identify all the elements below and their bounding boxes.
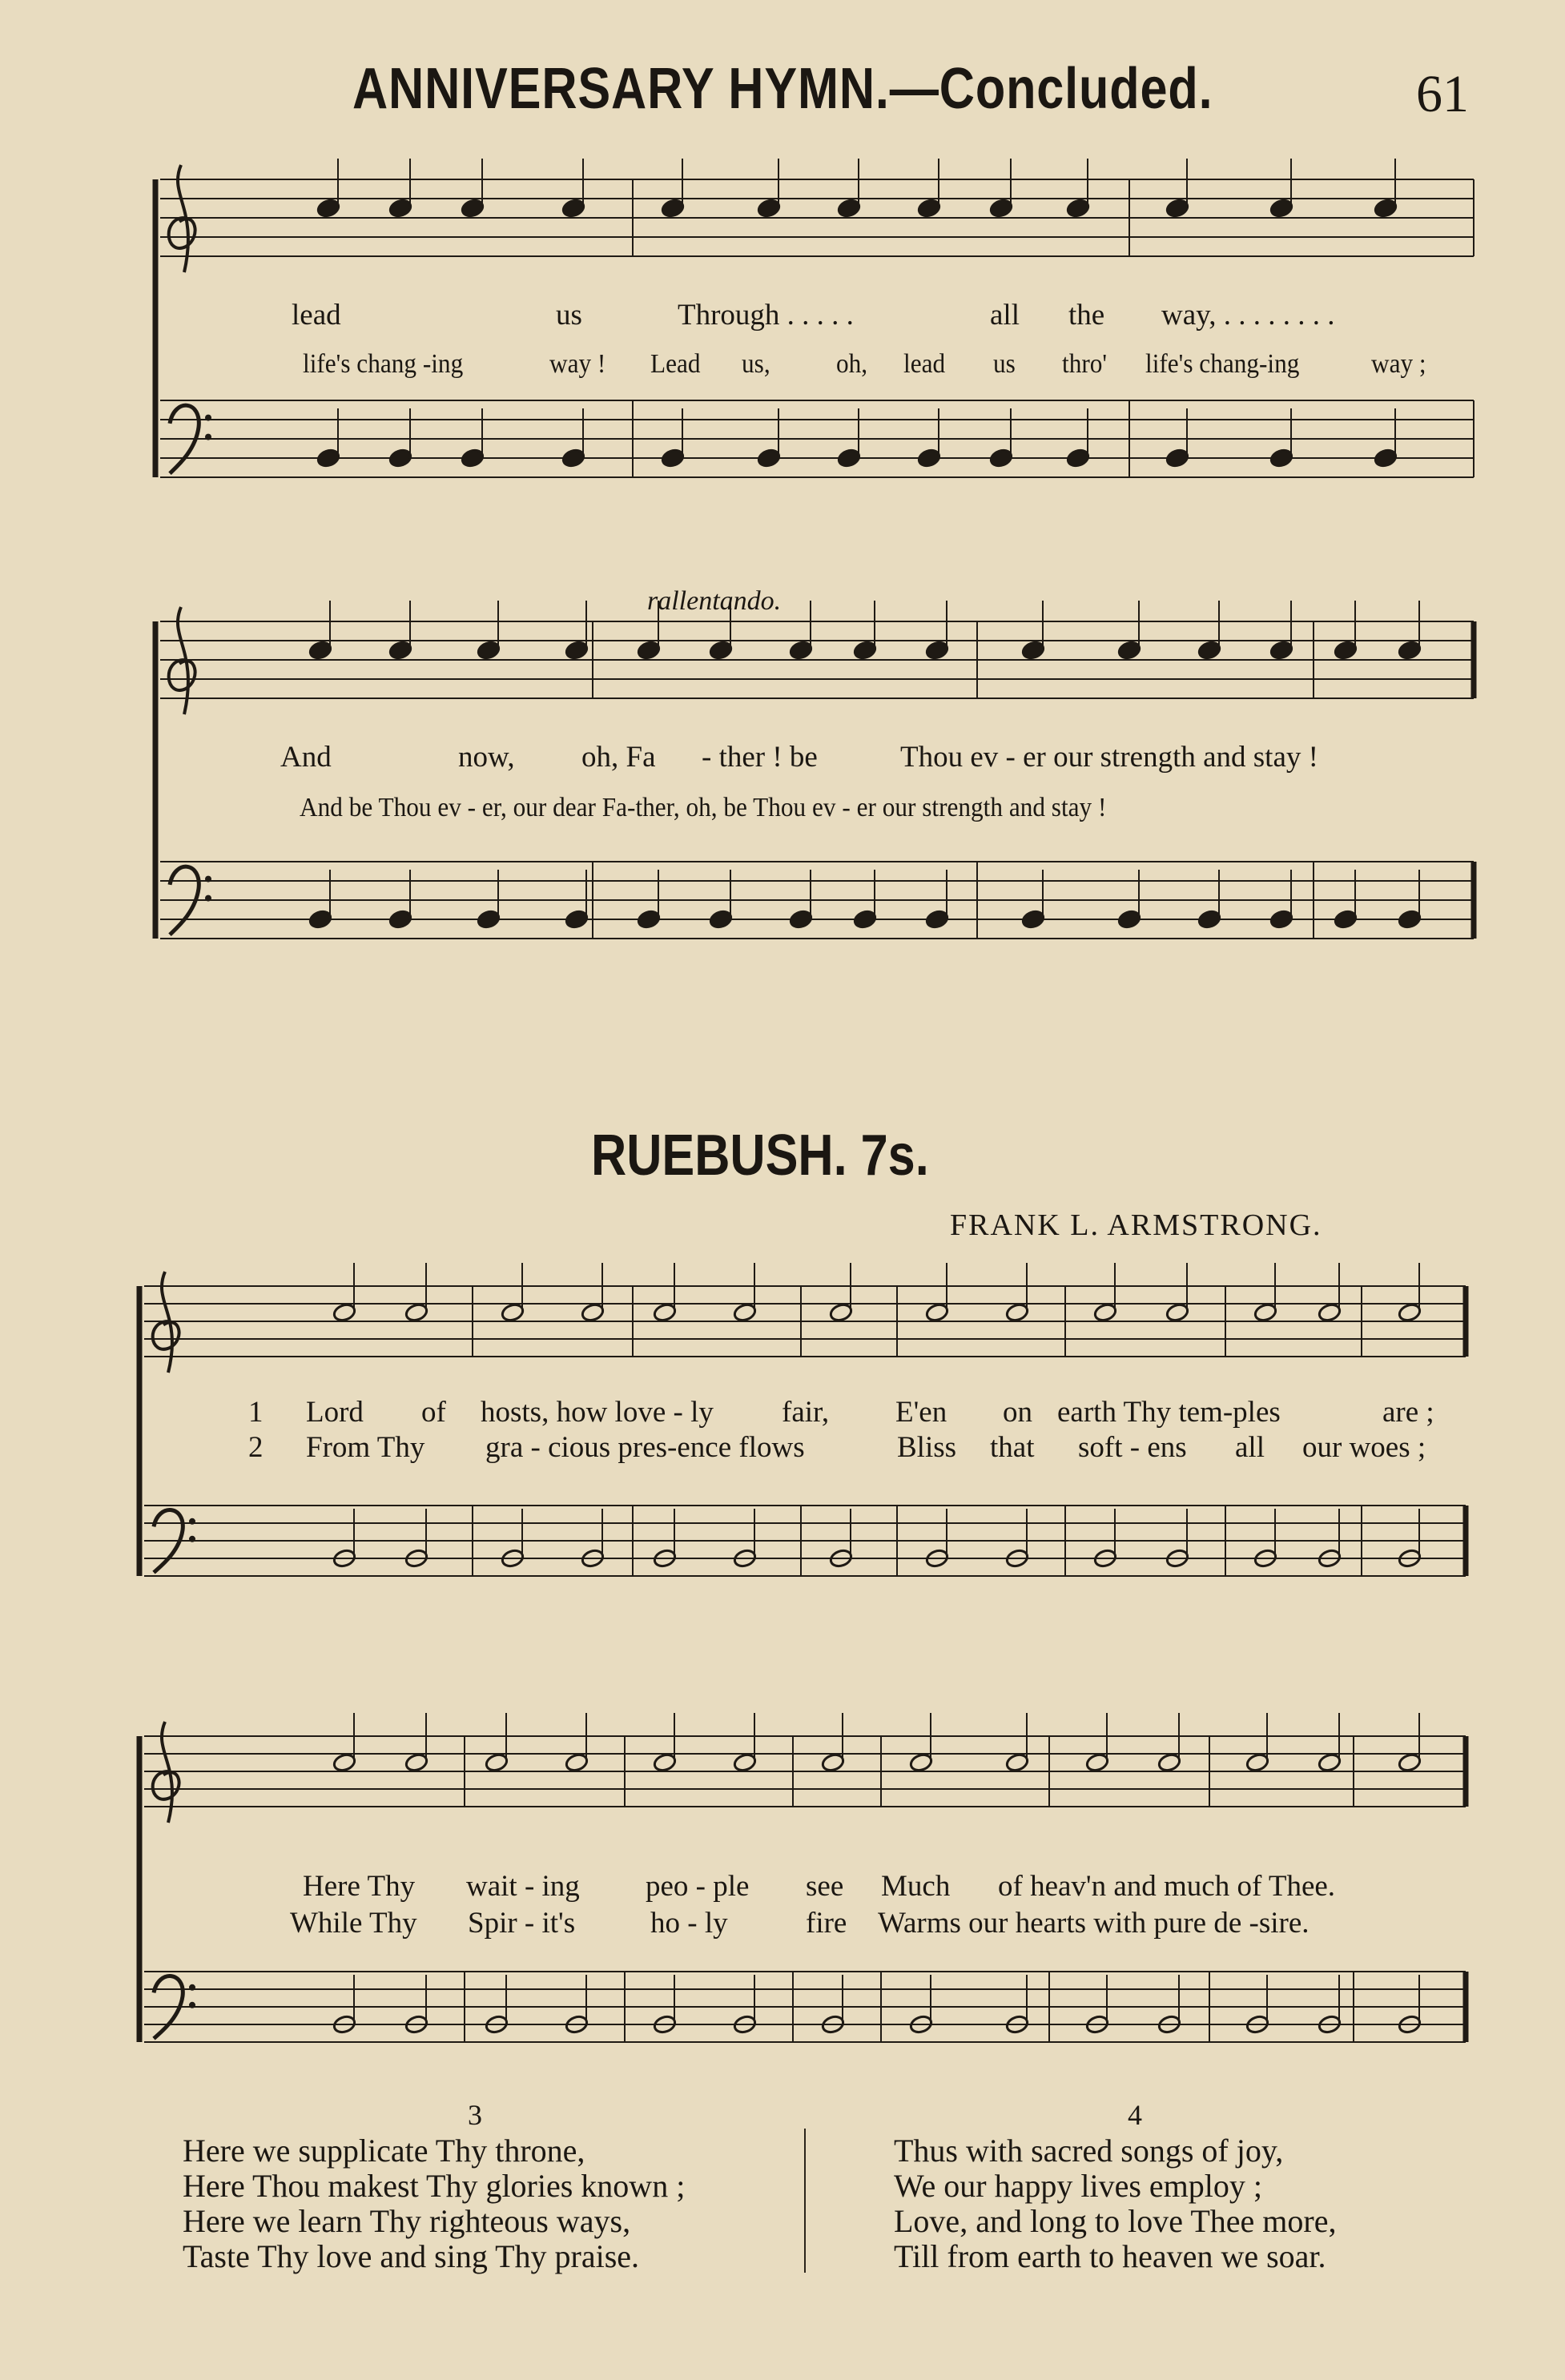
note-head xyxy=(853,909,878,930)
verse-number: 2 xyxy=(248,1431,264,1464)
note-head xyxy=(1117,909,1142,930)
note-head xyxy=(485,1752,509,1773)
note-head xyxy=(388,198,413,219)
note-head xyxy=(565,640,589,661)
lyric-word: soft - ens xyxy=(1078,1431,1187,1464)
note-head xyxy=(1197,909,1222,930)
note-head xyxy=(1269,909,1294,930)
lyric-word: fire xyxy=(806,1907,847,1940)
note-head xyxy=(1334,640,1358,661)
lyric-word: Thou ev - er our strength and stay ! xyxy=(900,741,1318,774)
note-head xyxy=(821,1752,846,1773)
bass-clef-dot xyxy=(189,2002,195,2008)
note-head xyxy=(1269,448,1294,468)
note-head xyxy=(837,198,862,219)
note-head xyxy=(1398,1302,1422,1323)
note-head xyxy=(661,198,686,219)
note-head xyxy=(308,640,333,661)
lyric-word: us, xyxy=(742,349,770,379)
note-head xyxy=(1117,640,1142,661)
note-head xyxy=(1085,1752,1110,1773)
lyric-word: Warms our hearts with pure de -sire. xyxy=(878,1907,1310,1940)
note-head xyxy=(565,909,589,930)
note-head xyxy=(1398,909,1422,930)
note-head xyxy=(661,448,686,468)
hymn-title: RUEBUSH. 7s. xyxy=(591,1124,929,1188)
bass-clef-dot xyxy=(189,1536,195,1542)
note-head xyxy=(316,198,341,219)
verse-line: Taste Thy love and sing Thy praise. xyxy=(183,2238,640,2274)
note-head xyxy=(1398,1752,1422,1773)
note-head xyxy=(757,198,782,219)
note-head xyxy=(637,640,662,661)
lyric-word: gra - cious pres-ence flows xyxy=(485,1431,805,1464)
note-head xyxy=(404,1302,429,1323)
bass-clef-dot xyxy=(205,895,211,902)
note-head xyxy=(733,1302,758,1323)
lyric-word: From Thy xyxy=(306,1431,425,1464)
note-head xyxy=(1318,1302,1342,1323)
lyric-word: way, . . . . . . . . xyxy=(1161,299,1335,332)
verse-line: Here Thou makest Thy glories known ; xyxy=(183,2168,686,2204)
note-head xyxy=(917,198,942,219)
note-head xyxy=(853,640,878,661)
lyric-word: hosts, how love - ly xyxy=(481,1396,714,1429)
note-head xyxy=(1066,198,1091,219)
lyric-word: us xyxy=(556,299,582,332)
bass-clef-dot xyxy=(189,1518,195,1525)
lyric-word: Lead xyxy=(650,349,701,379)
note-head xyxy=(565,1752,589,1773)
lyric-word: While Thy xyxy=(290,1907,417,1940)
note-head xyxy=(316,448,341,468)
lyric-word: way ; xyxy=(1371,349,1426,379)
note-head xyxy=(653,1302,678,1323)
note-head xyxy=(581,1302,605,1323)
lyric-word: us xyxy=(993,349,1016,379)
note-head xyxy=(789,640,814,661)
hymn-title: ANNIVERSARY HYMN.—Concluded. xyxy=(352,57,1213,121)
note-head xyxy=(1197,640,1222,661)
lyric-word: now, xyxy=(458,741,515,774)
lyric-word: that xyxy=(990,1431,1035,1464)
verse-number: 1 xyxy=(248,1396,264,1429)
note-head xyxy=(308,909,333,930)
note-head xyxy=(332,1752,357,1773)
verse-line: Here we supplicate Thy throne, xyxy=(183,2133,585,2169)
note-head xyxy=(388,909,413,930)
lyric-word: our woes ; xyxy=(1302,1431,1426,1464)
note-head xyxy=(1253,1302,1278,1323)
note-head xyxy=(404,1752,429,1773)
lyric-word: E'en xyxy=(895,1396,947,1429)
note-head xyxy=(1374,448,1398,468)
lyric-word: all xyxy=(990,299,1020,332)
note-head xyxy=(1165,198,1190,219)
lyric-word: all xyxy=(1235,1431,1265,1464)
lyric-word: Lord xyxy=(306,1396,364,1429)
lyric-line: And be Thou ev - er, our dear Fa-ther, oh, be Thou ev - er our strength and stay ! xyxy=(300,793,1107,822)
note-head xyxy=(477,640,501,661)
verse-line: Till from earth to heaven we soar. xyxy=(894,2238,1326,2274)
lyric-word: on xyxy=(1003,1396,1032,1429)
note-head xyxy=(1334,909,1358,930)
note-head xyxy=(1005,1752,1030,1773)
note-head xyxy=(909,1752,934,1773)
note-head xyxy=(332,1302,357,1323)
lyric-word: oh, Fa xyxy=(581,741,656,774)
note-head xyxy=(1318,1752,1342,1773)
note-head xyxy=(1021,640,1046,661)
note-head xyxy=(789,909,814,930)
lyric-word: lead xyxy=(292,299,341,332)
lyric-word: Spir - it's xyxy=(468,1907,576,1940)
bass-clef-dot xyxy=(205,415,211,421)
verse-line: Thus with sacred songs of joy, xyxy=(894,2133,1284,2169)
lyric-word: peo - ple xyxy=(646,1870,750,1903)
note-head xyxy=(925,1302,950,1323)
lyric-word: way ! xyxy=(549,349,606,379)
lyric-word: lead xyxy=(903,349,946,379)
note-head xyxy=(1245,1752,1270,1773)
note-head xyxy=(917,448,942,468)
note-head xyxy=(925,909,950,930)
lyric-word: the xyxy=(1068,299,1105,332)
note-head xyxy=(477,909,501,930)
lyric-word: oh, xyxy=(836,349,868,379)
lyric-word: of heav'n and much of Thee. xyxy=(998,1870,1336,1903)
note-head xyxy=(1021,909,1046,930)
lyric-word: And xyxy=(280,741,332,774)
verse-divider xyxy=(804,2129,806,2273)
note-head xyxy=(757,448,782,468)
verse-line: Here we learn Thy righteous ways, xyxy=(183,2203,631,2239)
lyric-word: life's chang -ing xyxy=(303,349,464,379)
verse-number: 3 xyxy=(468,2099,482,2131)
verse-line: We our happy lives employ ; xyxy=(894,2168,1263,2204)
note-head xyxy=(637,909,662,930)
bass-clef-dot xyxy=(205,876,211,882)
note-head xyxy=(1005,1302,1030,1323)
lyric-word: Bliss xyxy=(897,1431,957,1464)
bass-clef-dot xyxy=(189,1984,195,1991)
note-head xyxy=(388,640,413,661)
note-head xyxy=(1165,1302,1190,1323)
note-head xyxy=(989,448,1014,468)
note-head xyxy=(837,448,862,468)
note-head xyxy=(461,448,485,468)
lyric-word: see xyxy=(806,1870,844,1903)
note-head xyxy=(709,640,734,661)
lyric-word: - ther ! be xyxy=(702,741,818,774)
verse-number: 4 xyxy=(1128,2099,1142,2131)
note-head xyxy=(501,1302,525,1323)
lyric-word: earth Thy tem-ples xyxy=(1057,1396,1281,1429)
lyric-word: wait - ing xyxy=(466,1870,580,1903)
lyric-word: life's chang-ing xyxy=(1145,349,1300,379)
tempo-marking: rallentando. xyxy=(647,586,782,616)
lyric-word: Much xyxy=(881,1870,951,1903)
note-head xyxy=(709,909,734,930)
lyric-word: Through . . . . . xyxy=(678,299,854,332)
note-head xyxy=(1398,640,1422,661)
note-head xyxy=(925,640,950,661)
verse-line: Love, and long to love Thee more, xyxy=(894,2203,1337,2239)
note-head xyxy=(561,198,586,219)
lyric-word: thro' xyxy=(1062,349,1108,379)
note-head xyxy=(1157,1752,1182,1773)
note-head xyxy=(1269,198,1294,219)
note-head xyxy=(1165,448,1190,468)
note-head xyxy=(388,448,413,468)
lyric-word: ho - ly xyxy=(650,1907,728,1940)
note-head xyxy=(561,448,586,468)
lyric-word: are ; xyxy=(1382,1396,1434,1429)
note-head xyxy=(1374,198,1398,219)
note-head xyxy=(733,1752,758,1773)
bass-clef-dot xyxy=(205,434,211,440)
note-head xyxy=(653,1752,678,1773)
note-head xyxy=(1066,448,1091,468)
lyric-word: fair, xyxy=(782,1396,830,1429)
note-head xyxy=(1269,640,1294,661)
note-head xyxy=(989,198,1014,219)
composer: FRANK L. ARMSTRONG. xyxy=(950,1208,1322,1242)
page-number: 61 xyxy=(1416,65,1469,123)
note-head xyxy=(461,198,485,219)
note-head xyxy=(829,1302,854,1323)
note-head xyxy=(1093,1302,1118,1323)
lyric-word: Here Thy xyxy=(303,1870,416,1903)
lyric-word: of xyxy=(421,1396,446,1429)
